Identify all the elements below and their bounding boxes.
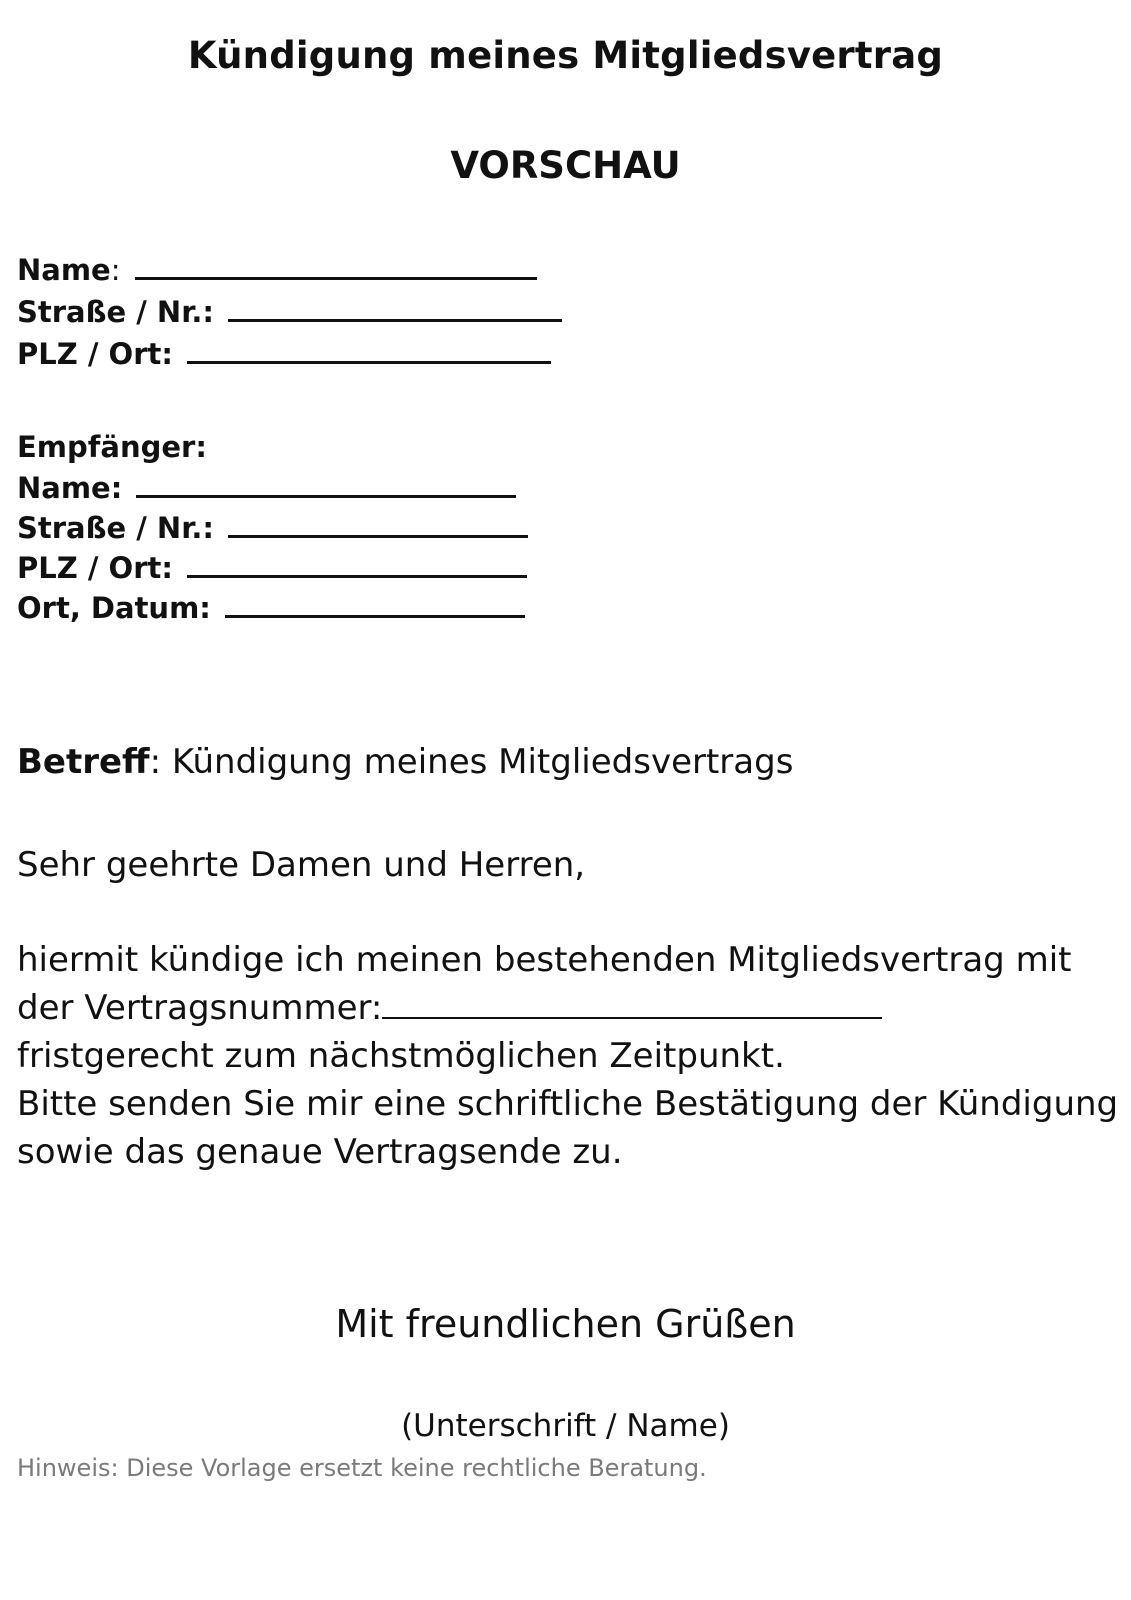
subject-text: : Kündigung meines Mitgliedsvertrags bbox=[149, 742, 794, 782]
body-line-4: Bitte senden Sie mir eine schriftliche Bestätigung der Kündigung bbox=[17, 1084, 1119, 1124]
contract-number-label: der Vertragsnummer: bbox=[17, 988, 383, 1028]
recipient-street-field bbox=[17, 508, 528, 548]
sender-city-label: PLZ / Ort: bbox=[17, 337, 173, 371]
recipient-street-blank[interactable] bbox=[228, 511, 528, 538]
sender-street-label: Straße / Nr.: bbox=[17, 295, 214, 329]
sender-name-colon: : bbox=[110, 253, 121, 287]
contract-number-blank[interactable] bbox=[382, 989, 882, 1019]
place-date-blank[interactable] bbox=[225, 591, 525, 618]
recipient-city-field bbox=[17, 548, 527, 588]
body-line-3: fristgerecht zum nächstmöglichen Zeitpunkt. bbox=[17, 1036, 785, 1076]
recipient-city-blank[interactable] bbox=[187, 551, 527, 578]
closing: Mit freundlichen Grüßen bbox=[335, 1302, 796, 1346]
recipient-name-label: Name: bbox=[17, 471, 123, 505]
document-title: Kündigung meines Mitgliedsvertrag bbox=[187, 34, 944, 77]
recipient-heading: Empfänger: bbox=[17, 430, 207, 464]
subject-label: Betreff bbox=[17, 742, 150, 782]
place-date-field bbox=[17, 588, 525, 628]
sender-name-label: Name bbox=[17, 253, 111, 287]
disclaimer-note: Hinweis: Diese Vorlage ersetzt keine rechtliche Beratung. bbox=[17, 1454, 707, 1482]
subject-line bbox=[17, 742, 793, 782]
signature-placeholder: (Unterschrift / Name) bbox=[401, 1408, 730, 1444]
sender-city-field bbox=[17, 334, 551, 374]
body-line-1: hiermit kündige ich meinen bestehenden Mitgliedsvertrag mit bbox=[17, 940, 1072, 980]
sender-street-field bbox=[17, 292, 562, 332]
recipient-street-label: Straße / Nr.: bbox=[17, 511, 214, 545]
body-line-5: sowie das genaue Vertragsende zu. bbox=[17, 1132, 623, 1172]
sender-name-field bbox=[17, 250, 537, 290]
sender-street-blank[interactable] bbox=[228, 295, 562, 322]
place-date-label: Ort, Datum: bbox=[17, 591, 211, 625]
recipient-city-label: PLZ / Ort: bbox=[17, 551, 173, 585]
preview-label: VORSCHAU bbox=[450, 144, 681, 187]
sender-city-blank[interactable] bbox=[187, 337, 551, 364]
sender-name-blank[interactable] bbox=[135, 253, 537, 280]
body-line-2 bbox=[17, 988, 882, 1028]
recipient-name-blank[interactable] bbox=[136, 471, 516, 498]
salutation: Sehr geehrte Damen und Herren, bbox=[17, 845, 586, 885]
recipient-name-field bbox=[17, 468, 516, 508]
